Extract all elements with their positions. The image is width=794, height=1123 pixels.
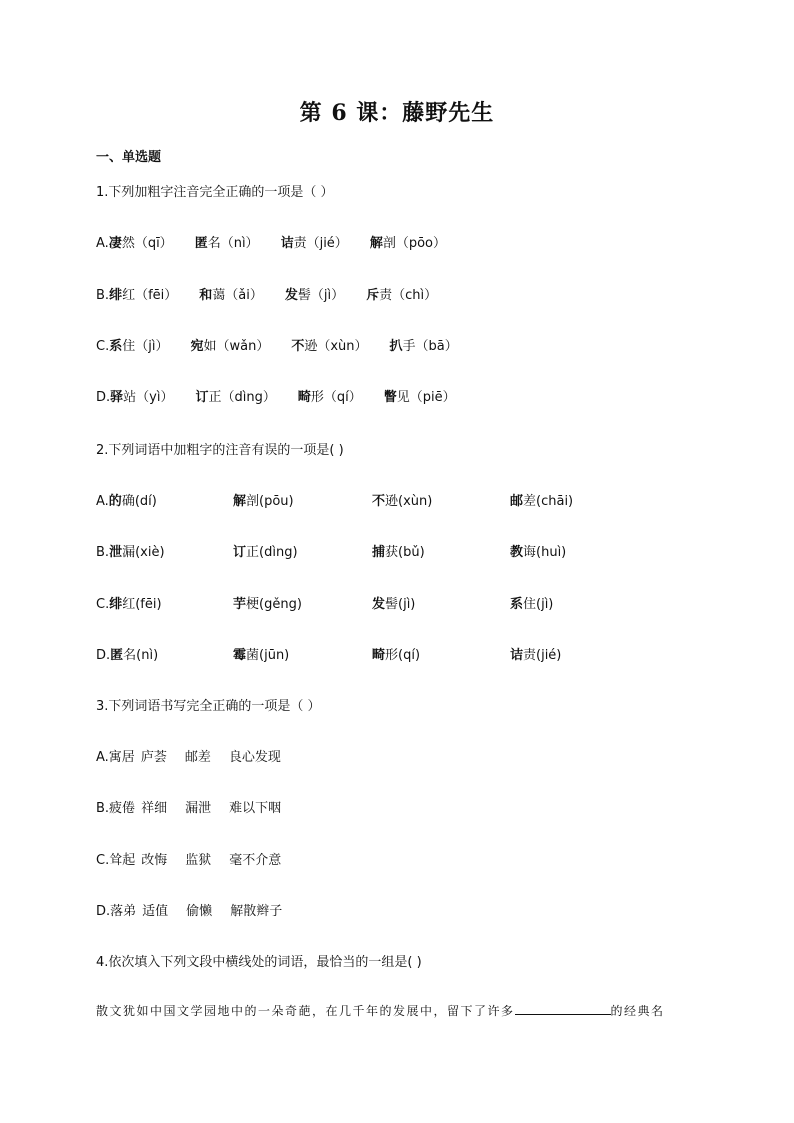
option-letter: C. (96, 597, 110, 612)
option-word (281, 236, 348, 251)
option-word: 邮差 (184, 750, 211, 765)
question-2-cell (233, 644, 289, 663)
option-word (291, 339, 367, 354)
option-letter: D. (96, 390, 111, 405)
question-2-cell (96, 490, 157, 509)
option-word (190, 339, 269, 354)
word-rest: 剖(pōu) (246, 494, 294, 509)
question-3-option (96, 849, 299, 868)
bold-character: 系 (510, 597, 524, 612)
option-word: 偷懒 (186, 904, 213, 919)
question-2-cell (372, 541, 425, 560)
bold-character: 匿 (194, 236, 208, 251)
word-rest: 获(bǔ) (385, 545, 425, 560)
bold-character: 泄 (109, 545, 123, 560)
word-rest: 漏(xiè) (122, 545, 165, 560)
word-rest: 正（dìng） (208, 390, 276, 405)
option-word (366, 288, 437, 303)
bold-character: 和 (199, 288, 213, 303)
question-3-option (96, 900, 300, 919)
bold-character: 订 (233, 545, 247, 560)
option-letter: B. (96, 288, 110, 303)
question-2-cell (510, 593, 553, 612)
option-word (199, 288, 263, 303)
word-rest: 差(chāi) (523, 494, 574, 509)
bold-character: 解 (233, 494, 247, 509)
passage-text-after: 的经典名 (610, 1004, 665, 1018)
bold-character: 系 (109, 339, 123, 354)
bold-character: 不 (372, 494, 386, 509)
question-2-cell (510, 644, 561, 663)
passage-text-before: 散文犹如中国文学园地中的一朵奇葩，在几千年的发展中，留下了许多 (96, 1004, 515, 1018)
fill-blank (515, 1002, 611, 1015)
question-2-cell (372, 593, 415, 612)
option-word (110, 390, 173, 405)
word-rest: 正(dìng) (246, 545, 298, 560)
option-letter: C. (96, 339, 110, 354)
word-rest: 手（bā） (402, 339, 458, 354)
bold-character: 宛 (190, 339, 204, 354)
question-1-option-c (96, 335, 480, 354)
bold-character: 的 (108, 494, 122, 509)
bold-character: 订 (195, 390, 209, 405)
question-2-cell (510, 490, 573, 509)
question-2-cell (372, 644, 420, 663)
word-rest: 站（yì） (123, 390, 174, 405)
option-letter: A. (96, 494, 109, 509)
option-letter: B. (96, 545, 110, 560)
option-letter: A. (96, 236, 109, 251)
option-word (109, 288, 177, 303)
word-rest: 责（chì） (379, 288, 438, 303)
question-1-option-b (96, 284, 459, 303)
bold-character: 霉 (233, 648, 247, 663)
option-word (298, 390, 362, 405)
bold-character: 教 (510, 545, 524, 560)
option-word: D.落弟 (96, 904, 137, 919)
option-word: 适值 (142, 904, 169, 919)
question-1-option-d (96, 386, 478, 405)
word-rest: 髻（jì） (297, 288, 345, 303)
word-rest: 剖（pōo） (382, 236, 446, 251)
word-rest: 逊（xùn） (304, 339, 368, 354)
option-letter: D. (96, 648, 111, 663)
word-rest: 见（piē） (396, 390, 456, 405)
option-word: 庐荟 (140, 750, 167, 765)
question-2-cell (372, 490, 432, 509)
question-1-option-a (96, 232, 468, 251)
bold-character: 邮 (510, 494, 524, 509)
option-word: B.疲倦 (96, 801, 136, 816)
question-3-option (96, 746, 299, 765)
option-word: 改悔 (141, 853, 168, 868)
option-word: 毫不介意 (229, 853, 282, 868)
page-title: 第 6 课：藤野先生 (299, 100, 495, 126)
option-word: 解散辫子 (230, 904, 283, 919)
bold-character: 诘 (510, 648, 524, 663)
word-rest: 诲(huì) (523, 545, 567, 560)
bold-character: 捕 (372, 545, 386, 560)
option-word (370, 236, 446, 251)
option-word: 祥细 (141, 801, 168, 816)
question-2-cell (233, 593, 302, 612)
word-rest: 形(qí) (385, 648, 421, 663)
option-word (109, 339, 168, 354)
word-rest: 逊(xùn) (385, 494, 433, 509)
bold-character: 不 (291, 339, 305, 354)
option-word: C.耸起 (96, 853, 136, 868)
word-rest: 然（qī） (121, 236, 173, 251)
bold-character: 斥 (366, 288, 380, 303)
option-word: 监狱 (185, 853, 212, 868)
word-rest: 确(dí) (121, 494, 157, 509)
option-word: 良心发现 (228, 750, 281, 765)
bold-character: 诘 (280, 236, 294, 251)
question-4-stem: 4.依次填入下列文段中横线处的词语，最恰当的一组是( ) (96, 955, 422, 970)
option-word (195, 390, 275, 405)
option-word (384, 390, 456, 405)
bold-character: 芋 (233, 597, 247, 612)
bold-character: 扒 (389, 339, 403, 354)
bold-character: 绯 (109, 597, 123, 612)
option-word (390, 339, 458, 354)
question-2-cell (96, 593, 162, 612)
word-rest: 名(nì) (123, 648, 159, 663)
question-2-cell (510, 541, 566, 560)
word-rest: 形（qí） (310, 390, 362, 405)
bold-character: 解 (369, 236, 383, 251)
word-rest: 名（nì） (207, 236, 259, 251)
word-rest: 红(fēi) (122, 597, 162, 612)
word-rest: 蔼（ǎi） (212, 288, 263, 303)
bold-character: 发 (372, 597, 386, 612)
option-word: 漏泄 (185, 801, 212, 816)
bold-character: 匿 (110, 648, 124, 663)
bold-character: 发 (284, 288, 298, 303)
bold-character: 驿 (110, 390, 124, 405)
word-rest: 住（jì） (122, 339, 169, 354)
question-2-stem: 2.下列词语中加粗字的注音有误的一项是( ) (96, 443, 344, 458)
bold-character: 凄 (108, 236, 122, 251)
question-2-cell (233, 541, 298, 560)
word-rest: 责（jié） (293, 236, 348, 251)
option-word (109, 236, 173, 251)
word-rest: 菌(jūn) (246, 648, 290, 663)
word-rest: 梗(gěng) (246, 597, 302, 612)
question-3-option (96, 797, 299, 816)
question-4-passage (96, 1002, 665, 1019)
option-word: 难以下咽 (229, 801, 282, 816)
question-3-stem: 3.下列词语书写完全正确的一项是（ ） (96, 699, 321, 714)
question-2-cell (233, 490, 294, 509)
word-rest: 髻(jì) (385, 597, 416, 612)
section-heading: 一、单选题 (96, 150, 162, 165)
bold-character: 绯 (109, 288, 123, 303)
bold-character: 瞥 (383, 390, 397, 405)
word-rest: 责(jié) (523, 648, 562, 663)
word-rest: 如（wǎn） (203, 339, 270, 354)
option-word: A.寓居 (96, 750, 135, 765)
question-2-cell (96, 541, 165, 560)
word-rest: 住(jì) (523, 597, 554, 612)
word-rest: 红（fēi） (122, 288, 178, 303)
bold-character: 畸 (297, 390, 311, 405)
question-1-stem: 1.下列加粗字注音完全正确的一项是（ ） (96, 185, 334, 200)
question-2-cell (96, 644, 158, 663)
option-word (285, 288, 344, 303)
option-word (195, 236, 259, 251)
bold-character: 畸 (372, 648, 386, 663)
